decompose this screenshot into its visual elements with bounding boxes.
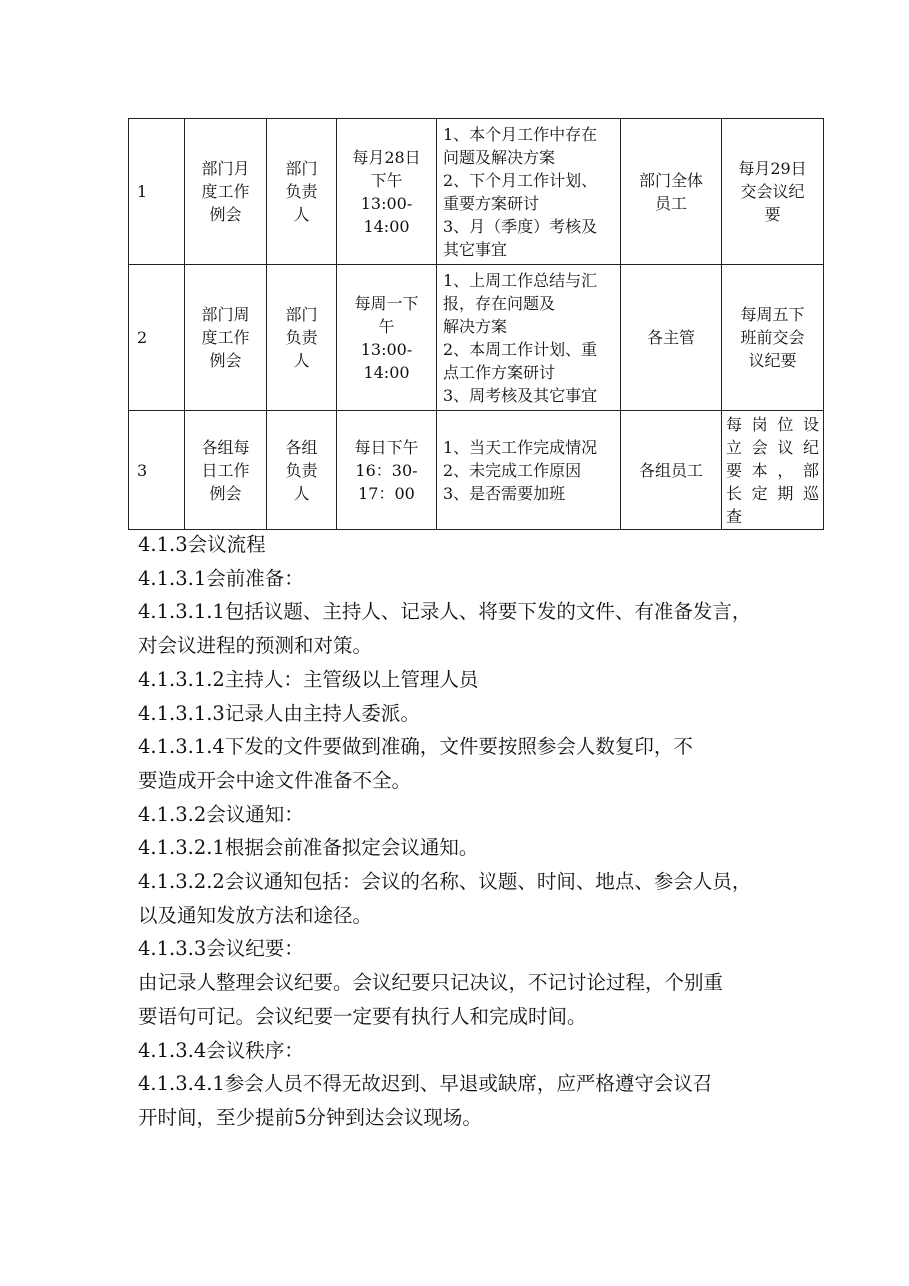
cell-line: 16：30- — [355, 460, 418, 480]
time-cell — [337, 119, 437, 265]
paragraph-line: 4.1.3.4会议秩序： — [138, 1038, 304, 1062]
cell-line: 2、本周工作计划、重 — [443, 339, 598, 359]
cell-line: 例会 — [209, 483, 242, 503]
cell-line: 负责 — [285, 182, 318, 201]
paragraph — [138, 966, 798, 1033]
cell-line: 部门 — [285, 159, 318, 178]
cell-line: 2、未完成工作原因 — [443, 460, 582, 480]
cell-line: 例会 — [209, 205, 242, 224]
content-cell — [437, 265, 621, 411]
table-body — [129, 119, 824, 530]
content-cell — [437, 411, 621, 530]
host-cell — [267, 411, 337, 530]
paragraph — [138, 932, 798, 966]
cell-line: 每周一下 — [354, 293, 419, 313]
cell-line: 要本，部 — [726, 460, 819, 480]
cell-line: 重要方案研讨 — [443, 193, 540, 213]
host-cell — [267, 265, 337, 411]
cell-line: 部门 — [285, 305, 318, 324]
paragraph-line: 4.1.3.1.1包括议题、主持人、记录人、将要下发的文件、有准备发言， — [138, 600, 752, 624]
meeting-name-cell — [185, 119, 267, 265]
paragraph — [138, 798, 798, 832]
cell-line: 17：00 — [358, 483, 415, 503]
cell-line: 午 — [378, 316, 395, 336]
paragraph-line: 4.1.3.2.1根据会前准备拟定会议通知。 — [138, 836, 479, 860]
cell-line: 负责 — [285, 460, 318, 480]
paragraph-line: 4.1.3会议流程 — [138, 533, 266, 556]
cell-line: 1、上周工作总结与汇 — [443, 270, 598, 290]
paragraph — [138, 730, 798, 797]
cell-line: 部门全体 — [638, 170, 703, 190]
paragraph — [138, 1034, 798, 1068]
paragraph — [138, 865, 798, 932]
cell-line: 其它事宜 — [443, 239, 508, 259]
paragraph-line: 以及通知发放方法和途径。 — [138, 903, 373, 927]
row-number-cell — [129, 411, 185, 530]
cell-line: 议纪要 — [748, 351, 797, 370]
cell-line: 交会议纪 — [740, 182, 805, 201]
cell-text: 1 — [137, 182, 148, 201]
paragraph — [138, 1067, 798, 1134]
cell-line: 报，存在问题及 — [443, 293, 556, 313]
cell-line: 立会议纪 — [726, 437, 819, 457]
row-number-cell — [129, 119, 185, 265]
paragraph-line: 4.1.3.1.4下发的文件要做到准确，文件要按照参会人数复印，不 — [138, 735, 693, 759]
attendees-cell — [621, 119, 722, 265]
body-text — [138, 528, 798, 1135]
paragraph-line: 4.1.3.2会议通知： — [138, 802, 304, 826]
cell-line: 1、当天工作完成情况 — [443, 437, 598, 457]
cell-line: 班前交会 — [740, 328, 805, 347]
cell-line: 下午 — [370, 170, 403, 190]
cell-line: 每周五下 — [740, 305, 805, 324]
cell-line: 度工作 — [201, 182, 250, 201]
cell-line: 查 — [726, 506, 743, 526]
cell-line: 各组员工 — [638, 460, 703, 480]
time-cell — [337, 265, 437, 411]
meeting-schedule-table — [128, 118, 824, 530]
cell-line: 人 — [293, 205, 310, 224]
cell-line: 度工作 — [201, 328, 250, 347]
cell-line: 3、月（季度）考核及 — [443, 216, 598, 236]
cell-line: 14:00 — [363, 216, 410, 236]
paragraph-line: 开时间，至少提前5分钟到达会议现场。 — [138, 1105, 482, 1129]
cell-line: 要 — [764, 205, 781, 224]
cell-line: 人 — [293, 351, 310, 370]
paragraph-line: 要造成开会中途文件准备不全。 — [138, 768, 412, 792]
paragraph-line: 4.1.3.1.2主持人：主管级以上管理人员 — [138, 667, 479, 691]
table-row — [129, 119, 824, 265]
cell-line: 负责 — [285, 328, 318, 347]
cell-text: 2 — [137, 328, 148, 347]
cell-line: 员工 — [654, 193, 687, 213]
paragraph-line: 4.1.3.2.2会议通知包括：会议的名称、议题、时间、地点、参会人员， — [138, 870, 752, 894]
paragraph — [138, 663, 798, 697]
minutes-cell — [722, 411, 824, 530]
cell-line: 2、下个月工作计划、 — [443, 170, 598, 190]
minutes-cell — [722, 265, 824, 411]
cell-line: 14:00 — [363, 362, 410, 382]
paragraph — [138, 528, 798, 562]
paragraph — [138, 697, 798, 731]
cell-line: 解决方案 — [443, 316, 508, 336]
table-row — [129, 411, 824, 530]
table-row — [129, 265, 824, 411]
meeting-name-cell — [185, 411, 267, 530]
cell-line: 3、周考核及其它事宜 — [443, 385, 598, 405]
cell-line: 长定期巡 — [726, 483, 819, 503]
paragraph-line: 4.1.3.4.1参会人员不得无故迟到、早退或缺席，应严格遵守会议召 — [138, 1072, 713, 1096]
cell-line: 人 — [293, 483, 310, 503]
cell-line: 每月28日 — [352, 147, 421, 167]
cell-text: 3 — [137, 460, 148, 480]
cell-line: 13:00- — [360, 339, 413, 359]
cell-line: 1、本个月工作中存在 — [443, 124, 598, 144]
host-cell — [267, 119, 337, 265]
paragraph-line: 4.1.3.3会议纪要： — [138, 937, 304, 961]
row-number-cell — [129, 265, 185, 411]
cell-line: 各组 — [285, 437, 318, 457]
meeting-name-cell — [185, 265, 267, 411]
paragraph-line: 4.1.3.1会前准备： — [138, 566, 304, 590]
cell-line: 3、是否需要加班 — [443, 483, 566, 503]
cell-line: 每岗位设 — [726, 414, 819, 434]
attendees-cell — [621, 411, 722, 530]
cell-line: 点工作方案研讨 — [443, 362, 556, 382]
paragraph — [138, 562, 798, 596]
paragraph-line: 由记录人整理会议纪要。会议纪要只记决议，不记讨论过程，个别重 — [138, 971, 724, 995]
paragraph — [138, 595, 798, 662]
paragraph-line: 对会议进程的预测和对策。 — [138, 634, 373, 658]
cell-line: 日工作 — [201, 460, 250, 480]
content-cell — [437, 119, 621, 265]
cell-line: 各组每 — [201, 437, 250, 457]
cell-line: 例会 — [209, 351, 242, 370]
cell-line: 部门周 — [201, 305, 250, 324]
time-cell — [337, 411, 437, 530]
cell-line: 每日下午 — [354, 437, 419, 457]
cell-line: 部门月 — [201, 159, 250, 178]
paragraph-line: 4.1.3.1.3记录人由主持人委派。 — [138, 701, 420, 725]
paragraph — [138, 831, 798, 865]
cell-line: 各主管 — [646, 328, 695, 347]
minutes-cell — [722, 119, 824, 265]
cell-line: 13:00- — [360, 193, 413, 213]
cell-line: 每月29日 — [738, 159, 807, 178]
attendees-cell — [621, 265, 722, 411]
paragraph-line: 要语句可记。会议纪要一定要有执行人和完成时间。 — [138, 1004, 587, 1028]
cell-line: 问题及解决方案 — [443, 147, 556, 167]
